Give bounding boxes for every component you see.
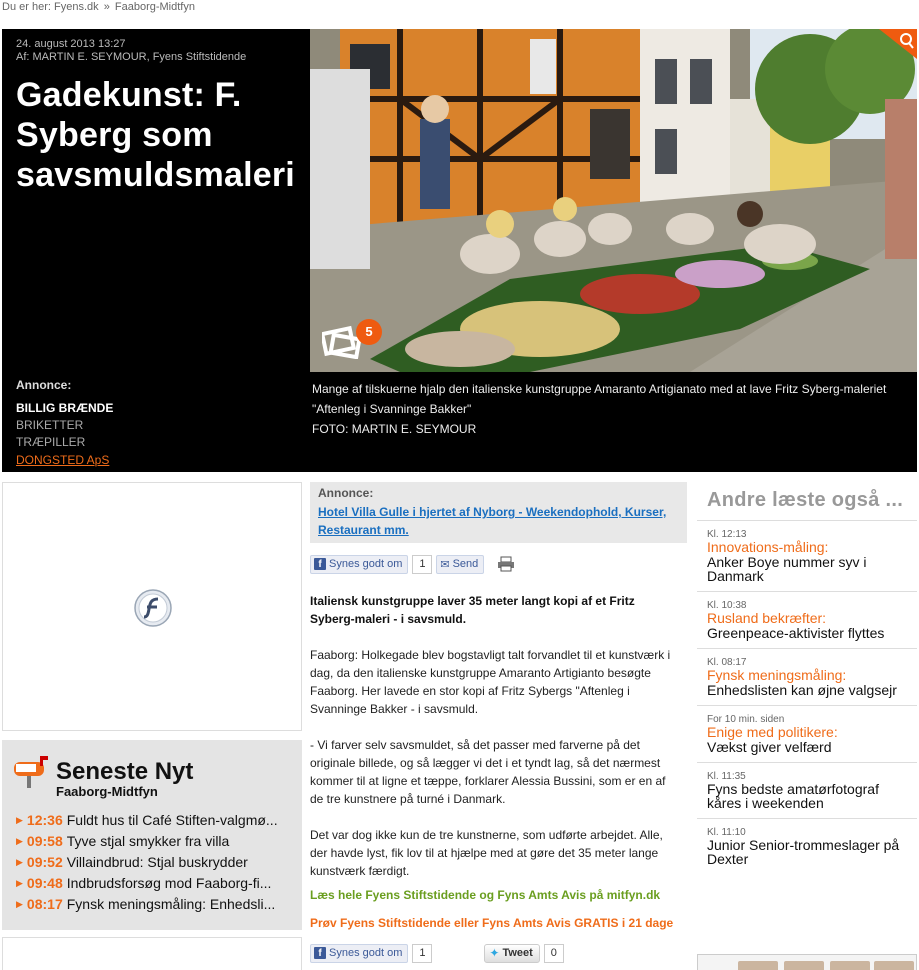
arrow-right-icon: ▶: [16, 836, 23, 846]
hero-ad-line2: BRIKETTER: [16, 418, 84, 432]
avatar: [830, 961, 870, 970]
breadcrumb-link-faaborg[interactable]: Faaborg-Midtfyn: [114, 1, 195, 13]
news-item[interactable]: [16, 852, 296, 873]
also-read-time: Kl. 08:17: [707, 657, 747, 668]
breadcrumb-separator: »: [103, 1, 110, 13]
facebook-like-button[interactable]: [310, 555, 408, 574]
news-time: 12:36: [26, 812, 63, 828]
news-text: Villaindbrud: Stjal buskrydder: [66, 854, 248, 870]
facebook-like-label: Synes godt om: [329, 947, 403, 959]
hero-ad-line3: TRÆPILLER: [16, 435, 86, 449]
facebook-icon: f: [314, 558, 326, 570]
news-text: Indbrudsforsøg mod Faaborg-fi...: [66, 875, 272, 891]
gallery-count-badge[interactable]: 5: [356, 319, 382, 345]
article-paragraph: Det var dog ikke kun de tre kunstnerne, som udførte arbejdet. Alle, der havde lyst, fik lov til at hjælpe med at gøre det 35 meter lange kunstværk færdigt.: [310, 828, 663, 878]
latest-news-panel: [2, 740, 302, 930]
share-bar-bottom: [310, 943, 564, 963]
arrow-right-icon: ▶: [16, 899, 23, 909]
news-text: Fuldt hus til Café Stiften-valgmø...: [66, 812, 278, 828]
subscribe-read-link[interactable]: Læs hele Fyens Stiftstidende og Fyns Amts Avis på mitfyn.dk: [310, 888, 661, 902]
news-time: 09:48: [26, 875, 63, 891]
article-date: 24. august 2013 13:27: [16, 38, 126, 50]
also-read-headline[interactable]: Junior Senior-trommeslager på Dexter: [707, 837, 900, 867]
article-byline: Af: MARTIN E. SEYMOUR, Fyens Stiftstidende: [16, 51, 247, 63]
also-read-item[interactable]: [697, 591, 917, 648]
center-ad-link[interactable]: Hotel Villa Gulle i hjertet af Nyborg - Weekendophold, Kurser, Restaurant mm.: [318, 505, 667, 537]
also-read-time: Kl. 10:38: [707, 600, 747, 611]
page-title: Gadekunst: F. Syberg som savsmuldsmaleri: [16, 76, 295, 194]
article-hero: [2, 29, 917, 472]
hero-ad: [16, 377, 276, 469]
article-lead: Italiensk kunstgruppe laver 35 meter langt kopi af et Fritz Syberg-maleri - i savsmuld.: [310, 594, 635, 626]
news-item[interactable]: [16, 831, 296, 852]
avatar: [784, 961, 824, 970]
photo-caption-text: Mange af tilskuerne hjalp den italienske kunstgruppe Amaranto Artigianato med at lave Fritz Syberg-maleriet "Aftenleg i Svanninge Bakker": [312, 382, 887, 416]
twitter-bird-icon: ✦: [489, 946, 500, 960]
arrow-right-icon: ▶: [16, 857, 23, 867]
print-icon[interactable]: [497, 556, 515, 572]
send-icon: ✉: [440, 558, 450, 571]
also-read-headline[interactable]: Enhedslisten kan øjne valgsejr: [707, 682, 897, 698]
also-read-item[interactable]: [697, 648, 917, 705]
news-time: 09:58: [26, 833, 63, 849]
news-item[interactable]: [16, 810, 296, 831]
facebook-like-count: 1: [412, 944, 432, 963]
send-label: Send: [452, 558, 479, 570]
also-read-item[interactable]: [697, 520, 917, 591]
also-read-kicker[interactable]: Innovations-måling:: [707, 539, 829, 555]
trial-offer-link[interactable]: Prøv Fyens Stiftstidende eller Fyns Amts Avis GRATIS i 21 dage: [310, 916, 674, 930]
avatar: [738, 961, 778, 970]
share-bar-top: [310, 554, 515, 574]
breadcrumb-link-fyens[interactable]: Fyens.dk: [53, 1, 99, 13]
also-read-time: Kl. 12:13: [707, 529, 747, 540]
also-read-headline[interactable]: Greenpeace-aktivister flyttes: [707, 625, 885, 641]
also-read-headline[interactable]: Anker Boye nummer syv i Danmark: [707, 554, 867, 584]
latest-news-list: [16, 810, 296, 915]
mailbox-icon: [10, 754, 52, 790]
also-read-item[interactable]: [697, 762, 917, 818]
also-read-kicker[interactable]: Enige med politikere:: [707, 724, 838, 740]
center-ad: [310, 482, 687, 543]
also-read-list: [697, 520, 917, 874]
arrow-right-icon: ▶: [16, 815, 23, 825]
photo-strip: [697, 954, 917, 970]
news-item[interactable]: [16, 894, 296, 915]
news-item[interactable]: [16, 873, 296, 894]
also-read-item[interactable]: [697, 818, 917, 874]
hero-ad-link[interactable]: DONGSTED ApS: [16, 453, 110, 467]
also-read-headline[interactable]: Fyns bedste amatørfotograf kåres i weekenden: [707, 781, 879, 811]
flash-plugin-icon: [134, 589, 172, 627]
article-body: [310, 592, 682, 898]
ad-placeholder-bottom: [2, 937, 302, 970]
also-read-time: Kl. 11:10: [707, 827, 746, 838]
article-paragraph: - Vi farver selv savsmuldet, så det passer med farverne på det originale billede, og så lægger vi det i et tyndt lag, så det nærmest kommer til at ligne et tæppe, forklarer Alessia Bussini, som er en af de tre kunstnere på turné i Danmark.: [310, 738, 666, 806]
avatar: [874, 961, 914, 970]
center-ad-label: Annonce:: [318, 486, 374, 500]
zoom-icon[interactable]: [879, 29, 917, 59]
hero-ad-line1: BILLIG BRÆNDE: [16, 401, 114, 415]
photo-caption: [312, 379, 912, 439]
news-text: Fynsk meningsmåling: Enhedsli...: [66, 896, 276, 912]
also-read-time: Kl. 11:35: [707, 771, 746, 782]
also-read-item[interactable]: [697, 705, 917, 762]
article-meta: [16, 38, 246, 64]
arrow-right-icon: ▶: [16, 878, 23, 888]
hero-ad-label: Annonce:: [16, 378, 72, 392]
news-time: 08:17: [26, 896, 63, 912]
latest-news-subtitle: Faaborg-Midtfyn: [56, 784, 158, 799]
facebook-like-count: 1: [412, 555, 432, 574]
photo-illustration: [310, 29, 917, 372]
also-read-headline[interactable]: Vækst giver velfærd: [707, 739, 832, 755]
article-photo[interactable]: [310, 29, 917, 372]
tweet-count: 0: [544, 944, 564, 963]
flash-ad-placeholder[interactable]: [2, 482, 302, 731]
photo-credit: FOTO: MARTIN E. SEYMOUR: [312, 422, 477, 436]
latest-news-title: Seneste Nyt: [56, 758, 194, 785]
facebook-icon: f: [314, 947, 326, 959]
article-paragraph: Faaborg: Holkegade blev bogstavligt talt forvandlet til et kunstværk i dag, da den italienske kunstgruppe Amaranto Artigianto besøgte Faaborg. Her lavede en stor kopi af Fritz Sybergs "Aftenleg i Svanninge Bakker - i savsmuld.: [310, 648, 671, 716]
breadcrumb: [2, 1, 195, 13]
tweet-label: Tweet: [502, 947, 533, 959]
also-read-title: Andre læste også ...: [707, 489, 904, 511]
also-read-panel: [697, 482, 917, 970]
facebook-like-label: Synes godt om: [329, 558, 403, 570]
also-read-kicker[interactable]: Rusland bekræfter:: [707, 610, 827, 626]
tweet-button[interactable]: [484, 944, 539, 963]
news-time: 09:52: [26, 854, 63, 870]
facebook-like-button[interactable]: [310, 944, 408, 963]
breadcrumb-prefix: Du er her:: [2, 1, 51, 13]
news-text: Tyve stjal smykker fra villa: [66, 833, 230, 849]
also-read-time: For 10 min. siden: [707, 714, 785, 725]
facebook-send-button[interactable]: [436, 555, 484, 574]
hero-text-panel: [2, 29, 309, 472]
also-read-kicker[interactable]: Fynsk meningsmåling:: [707, 667, 847, 683]
